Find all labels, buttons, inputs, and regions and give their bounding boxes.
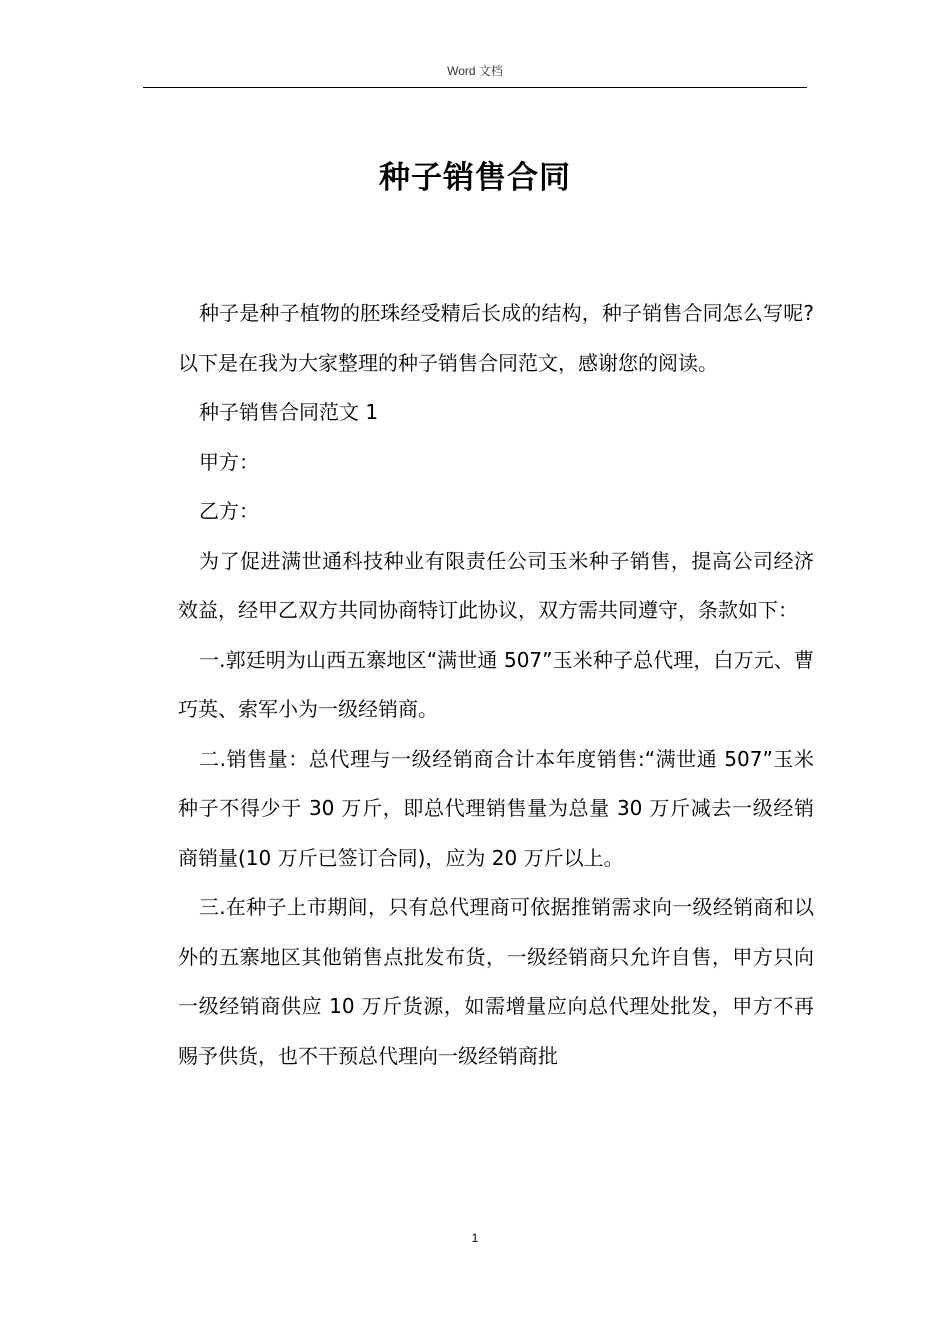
paragraph-clause-2: 二.销售量：总代理与一级经销商合计本年度销售:“满世通 507”玉米种子不得少于 30 万斤，即总代理销售量为总量 30 万斤减去一级经销商销量(10 万斤已签订合同)，应为 20 万斤以上。 [178, 746, 814, 870]
paragraph-preamble: 为了促进满世通科技种业有限责任公司玉米种子销售，提高公司经济效益，经甲乙双方共同协商特订此协议，双方需共同遵守，条款如下： [178, 548, 814, 622]
document-body [178, 289, 814, 1081]
paragraph-section-heading: 种子销售合同范文 1 [199, 400, 379, 424]
header-divider [143, 87, 807, 88]
paragraph-clause-1: 一.郭廷明为山西五寨地区“满世通 507”玉米种子总代理，白万元、曹巧英、索军小为一级经销商。 [178, 647, 814, 721]
page-header: Word 文档 [447, 64, 503, 78]
paragraph-party-a: 甲方： [199, 449, 259, 474]
document-title: 种子销售合同 [379, 160, 571, 196]
paragraph-clause-3: 三.在种子上市期间，只有总代理商可依据推销需求向一级经销商和以外的五寨地区其他销售点批发布货，一级经销商只允许自售，甲方只向一级经销商供应 10 万斤货源，如需增量应向总代理处批发，甲方不再赐予供货，也不干预总代理向一级经销商批 [178, 895, 814, 1068]
paragraph-party-b: 乙方： [199, 499, 259, 523]
paragraph-intro: 种子是种子植物的胚珠经受精后长成的结构，种子销售合同怎么写呢?以下是在我为大家整理的种子销售合同范文，感谢您的阅读。 [178, 301, 814, 375]
page-number: 1 [471, 1231, 479, 1245]
